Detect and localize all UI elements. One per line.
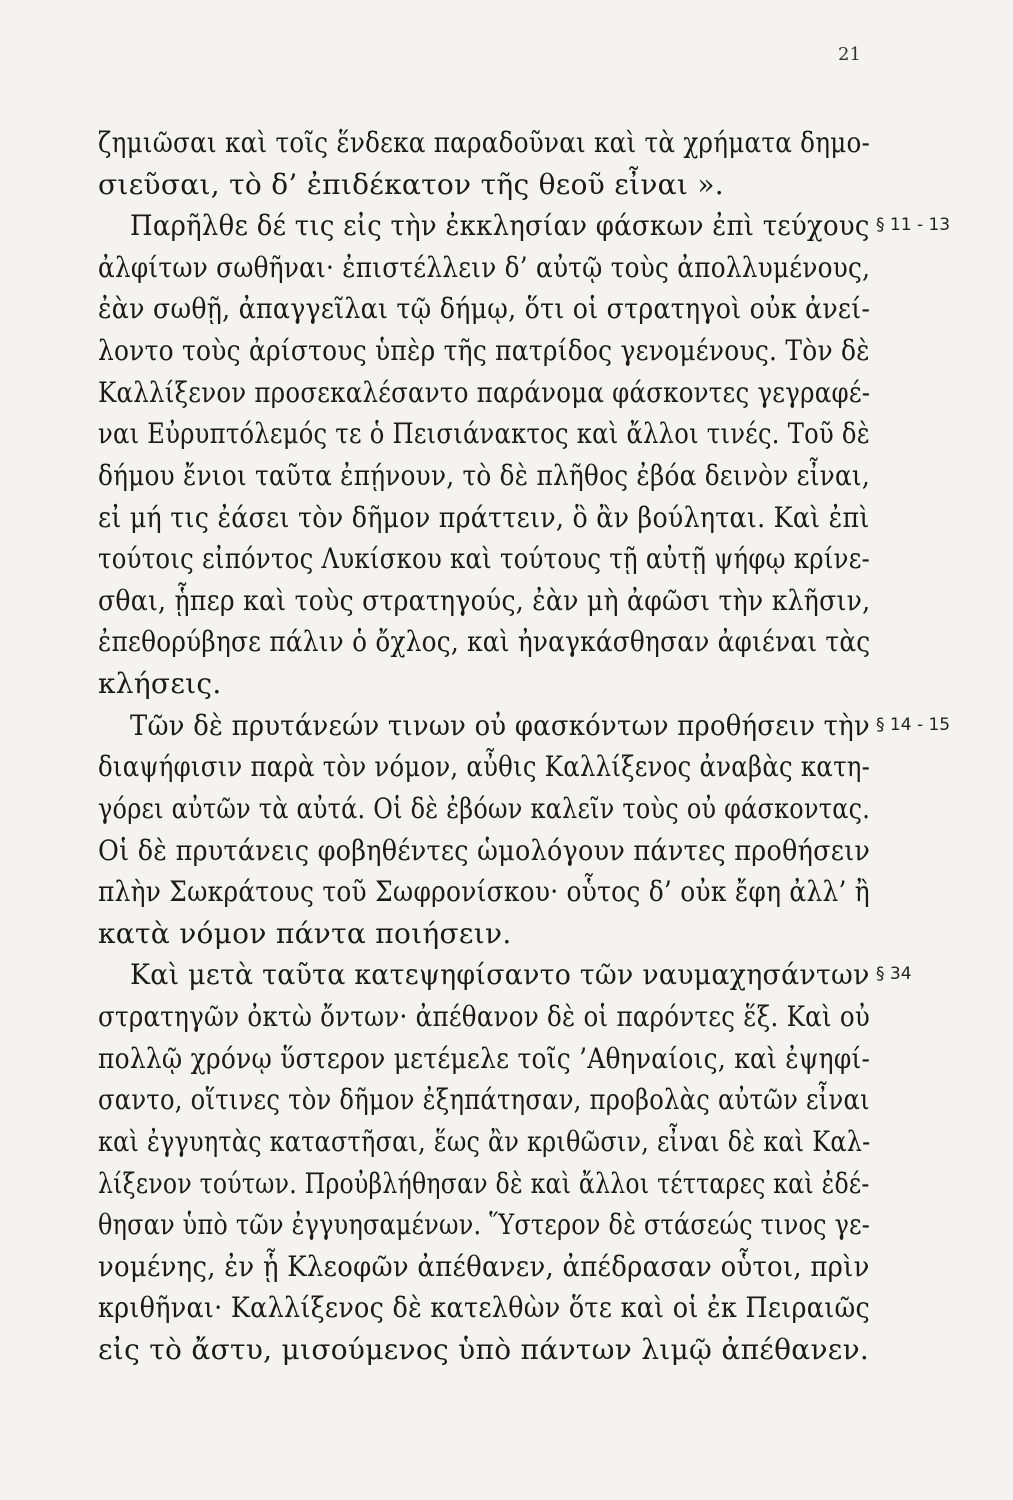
- text-line: ἐπεθορύβησε πάλιν ὁ ὄχλος, καὶ ἠναγκάσθησαν ἀφιέναι τὰς: [98, 625, 871, 659]
- text-line: καὶ ἐγγυητὰς καταστῆσαι, ἕως ἂν κριθῶσιν, εἶναι δὲ καὶ Καλ-: [98, 1124, 871, 1158]
- margin-note: § 11 - 13: [876, 215, 951, 236]
- text-line: λοντο τοὺς ἀρίστους ὑπὲρ τῆς πατρίδος γενομένους. Τὸν δὲ: [98, 334, 870, 368]
- text-line: λίξενον τούτων. Προὐβλήθησαν δὲ καὶ ἄλλοι τέτταρες καὶ ἐδέ-: [98, 1166, 870, 1200]
- text-line: ζημιῶσαι καὶ τοῖς ἕνδεκα παραδοῦναι καὶ τὰ χρήματα δημο-: [98, 126, 871, 159]
- text-line: ἐὰν σωθῇ, ἀπαγγεῖλαι τῷ δήμῳ, ὅτι οἱ στρατηγοὶ οὐκ ἀνεί-: [98, 292, 871, 326]
- text-line: κριθῆναι· Καλλίξενος δὲ κατελθὼν ὅτε καὶ οἱ ἐκ Πειραιῶς: [98, 1291, 870, 1325]
- text-line: στρατηγῶν ὀκτὼ ὄντων· ἀπέθανον δὲ οἱ παρόντες ἕξ. Καὶ οὐ: [98, 1000, 871, 1034]
- text-line: ναι Εὐρυπτόλεμός τε ὁ Πεισιάνακτος καὶ ἄλλοι τινές. Τοῦ δὲ: [98, 417, 870, 451]
- margin-note: § 34: [876, 964, 912, 985]
- text-line: Καλλίξενον προσεκαλέσαντο παράνομα φάσκοντες γεγραφέ-: [98, 375, 871, 409]
- text-line: σθαι, ᾗπερ καὶ τοὺς στρατηγούς, ἐὰν μὴ ἀφῶσι τὴν κλῆσιν,: [98, 583, 871, 617]
- text-line: Τῶν δὲ πρυτάνεών τινων οὐ φασκόντων προθήσειν τὴν: [130, 708, 870, 742]
- text-line: εἰς τὸ ἄστυ, μισούμενος ὑπὸ πάντων λιμῷ ἀπέθανεν.: [98, 1333, 870, 1366]
- page-number: 21: [838, 44, 861, 65]
- text-line: γόρει αὐτῶν τὰ αὐτά. Οἱ δὲ ἐβόων καλεῖν τοὺς οὐ φάσκοντας.: [98, 791, 871, 825]
- text-line: κλήσεις.: [98, 667, 222, 701]
- text-line: δήμου ἔνιοι ταῦτα ἐπῄνουν, τὸ δὲ πλῆθος ἐβόα δεινὸν εἶναι,: [98, 458, 870, 492]
- text-line: πολλῷ χρόνῳ ὕστερον μετέμελε τοῖς ’Αθηναίοις, καὶ ἐψηφί-: [98, 1041, 871, 1075]
- text-line: σαντο, οἵτινες τὸν δῆμον ἐξηπάτησαν, προβολὰς αὐτῶν εἶναι: [98, 1083, 870, 1117]
- text-line: διαψήφισιν παρὰ τὸν νόμον, αὖθις Καλλίξενος ἀναβὰς κατη-: [98, 750, 871, 784]
- text-line: εἰ μή τις ἐάσει τὸν δῆμον πράττειν, ὃ ἂν βούληται. Καὶ ἐπὶ: [98, 500, 870, 534]
- text-line: ἀλφίτων σωθῆναι· ἐπιστέλλειν δ’ αὐτῷ τοὺς ἀπολλυμένους,: [98, 250, 871, 284]
- text-line: κατὰ νόμον πάντα ποιήσειν.: [98, 916, 512, 950]
- margin-note: § 14 - 15: [876, 714, 951, 735]
- text-line: νομένης, ἐν ᾗ Κλεοφῶν ἀπέθανεν, ἀπέδρασαν οὗτοι, πρὶν: [98, 1249, 870, 1283]
- text-line: Οἱ δὲ πρυτάνεις φοβηθέντες ὡμολόγουν πάντες προθήσειν: [98, 833, 871, 867]
- text-line: σιεῦσαι, τὸ δ’ ἐπιδέκατον τῆς θεοῦ εἶναι ».: [98, 167, 724, 201]
- text-line: Καὶ μετὰ ταῦτα κατεψηφίσαντο τῶν ναυμαχησάντων: [130, 958, 870, 992]
- text-line: τούτοις εἰπόντος Λυκίσκου καὶ τούτους τῇ αὐτῇ ψήφῳ κρίνε-: [98, 542, 871, 576]
- text-line: θησαν ὑπὸ τῶν ἐγγυησαμένων. Ὕστερον δὲ στάσεώς τινος γε-: [98, 1208, 871, 1242]
- text-line: Παρῆλθε δέ τις εἰς τὴν ἐκκλησίαν φάσκων ἐπὶ τεύχους: [130, 209, 870, 243]
- text-line: πλὴν Σωκράτους τοῦ Σωφρονίσκου· οὗτος δ’ οὐκ ἔφη ἀλλ’ ἢ: [98, 875, 870, 909]
